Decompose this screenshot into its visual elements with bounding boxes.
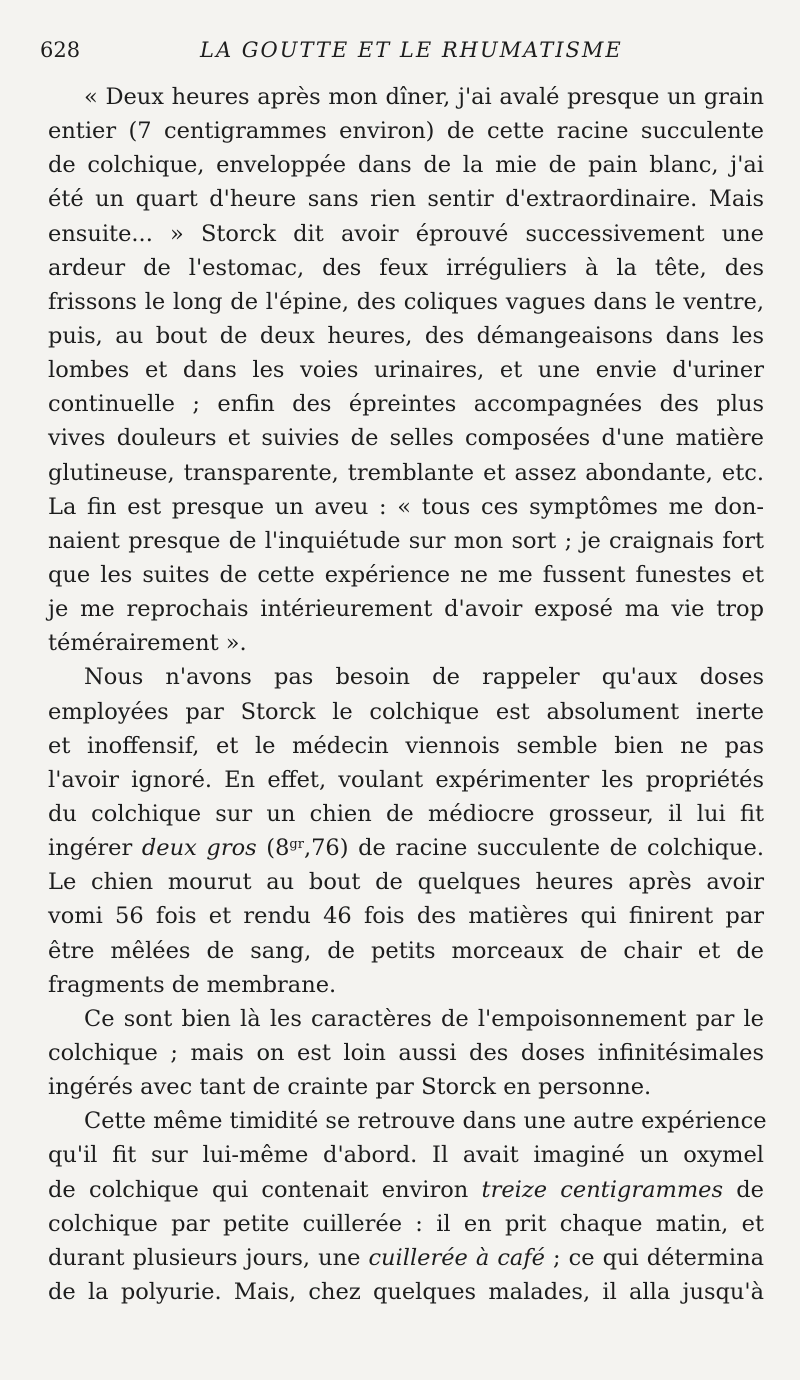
- text-line: ingérés avec tant de crainte par Storck en personne.: [48, 1074, 652, 1101]
- text-line: durant plusieurs jours, une cuillerée à café ; ce qui détermina: [48, 1244, 764, 1271]
- text-line: Le chien mourut au bout de quelques heures après avoir: [48, 869, 764, 896]
- text-line: vomi 56 fois et rendu 46 fois des matières qui finirent par: [48, 903, 764, 930]
- text-line: que les suites de cette expérience ne me fussent funestes et: [48, 561, 764, 588]
- text-line: ardeur de l'estomac, des feux irréguliers à la tête, des: [48, 254, 764, 281]
- text-line: Ce sont bien là les caractères de l'empoisonnement par le: [84, 1005, 764, 1032]
- text-line: colchique ; mais on est loin aussi des doses infinitésimales: [48, 1039, 764, 1066]
- text-line: frissons le long de l'épine, des coliques vagues dans le ventre,: [48, 288, 764, 315]
- text-line: puis, au bout de deux heures, des démangeaisons dans les: [48, 322, 764, 349]
- text-line: l'avoir ignoré. En effet, voulant expérimenter les propriétés: [48, 766, 764, 793]
- text-line: être mêlées de sang, de petits morceaux de chair et de: [48, 937, 764, 964]
- running-title: LA GOUTTE ET LE RHUMATISME: [200, 38, 623, 62]
- text-line: employées par Storck le colchique est absolument inerte: [48, 698, 764, 725]
- running-head: [40, 38, 770, 68]
- text-line: de colchique, enveloppée dans de la mie de pain blanc, j'ai: [48, 152, 764, 179]
- text-line: et inoffensif, et le médecin viennois semble bien ne pas: [48, 732, 764, 759]
- text-line: colchique par petite cuillerée : il en prit chaque matin, et: [48, 1210, 764, 1237]
- text-line: qu'il fit sur lui-même d'abord. Il avait imaginé un oxymel: [48, 1142, 764, 1169]
- text-line: ingérer deux gros $(8^{gr},76)$ de racine succulente de colchique.: [48, 835, 764, 862]
- body-text: [48, 80, 767, 1309]
- text-line: Cette même timidité se retrouve dans une autre expérience: [84, 1108, 767, 1135]
- text-line: Nous n'avons pas besoin de rappeler qu'aux doses: [84, 664, 764, 691]
- page-number: 628: [40, 38, 81, 62]
- text-line: « Deux heures après mon dîner, j'ai avalé presque un grain: [84, 84, 764, 110]
- text-line: été un quart d'heure sans rien sentir d'extraordinaire. Mais: [48, 186, 764, 213]
- text-line: je me reprochais intérieurement d'avoir exposé ma vie trop: [48, 596, 764, 623]
- text-line: de colchique qui contenait environ treize centigrammes de: [48, 1176, 764, 1203]
- text-line: vives douleurs et suivies de selles composées d'une matière: [48, 425, 764, 452]
- text-line: lombes et dans les voies urinaires, et une envie d'uriner: [48, 357, 764, 384]
- text-line: témérairement ».: [48, 630, 247, 657]
- text-line: de la polyurie. Mais, chez quelques malades, il alla jusqu'à: [48, 1278, 764, 1305]
- text-line: fragments de membrane.: [48, 971, 337, 998]
- text-line: naient presque de l'inquiétude sur mon sort ; je craignais fort: [48, 527, 764, 554]
- text-line: ensuite... » Storck dit avoir éprouvé successivement une: [48, 220, 764, 247]
- text-line: La fin est presque un aveu : « tous ces symptômes me don-: [48, 493, 764, 520]
- text-line: glutineuse, transparente, tremblante et assez abondante, etc.: [48, 459, 764, 486]
- text-line: du colchique sur un chien de médiocre grosseur, il lui fit: [48, 800, 764, 827]
- text-line: continuelle ; enfin des épreintes accompagnées des plus: [48, 391, 764, 418]
- text-line: entier (7 centigrammes environ) de cette racine succulente: [48, 118, 764, 145]
